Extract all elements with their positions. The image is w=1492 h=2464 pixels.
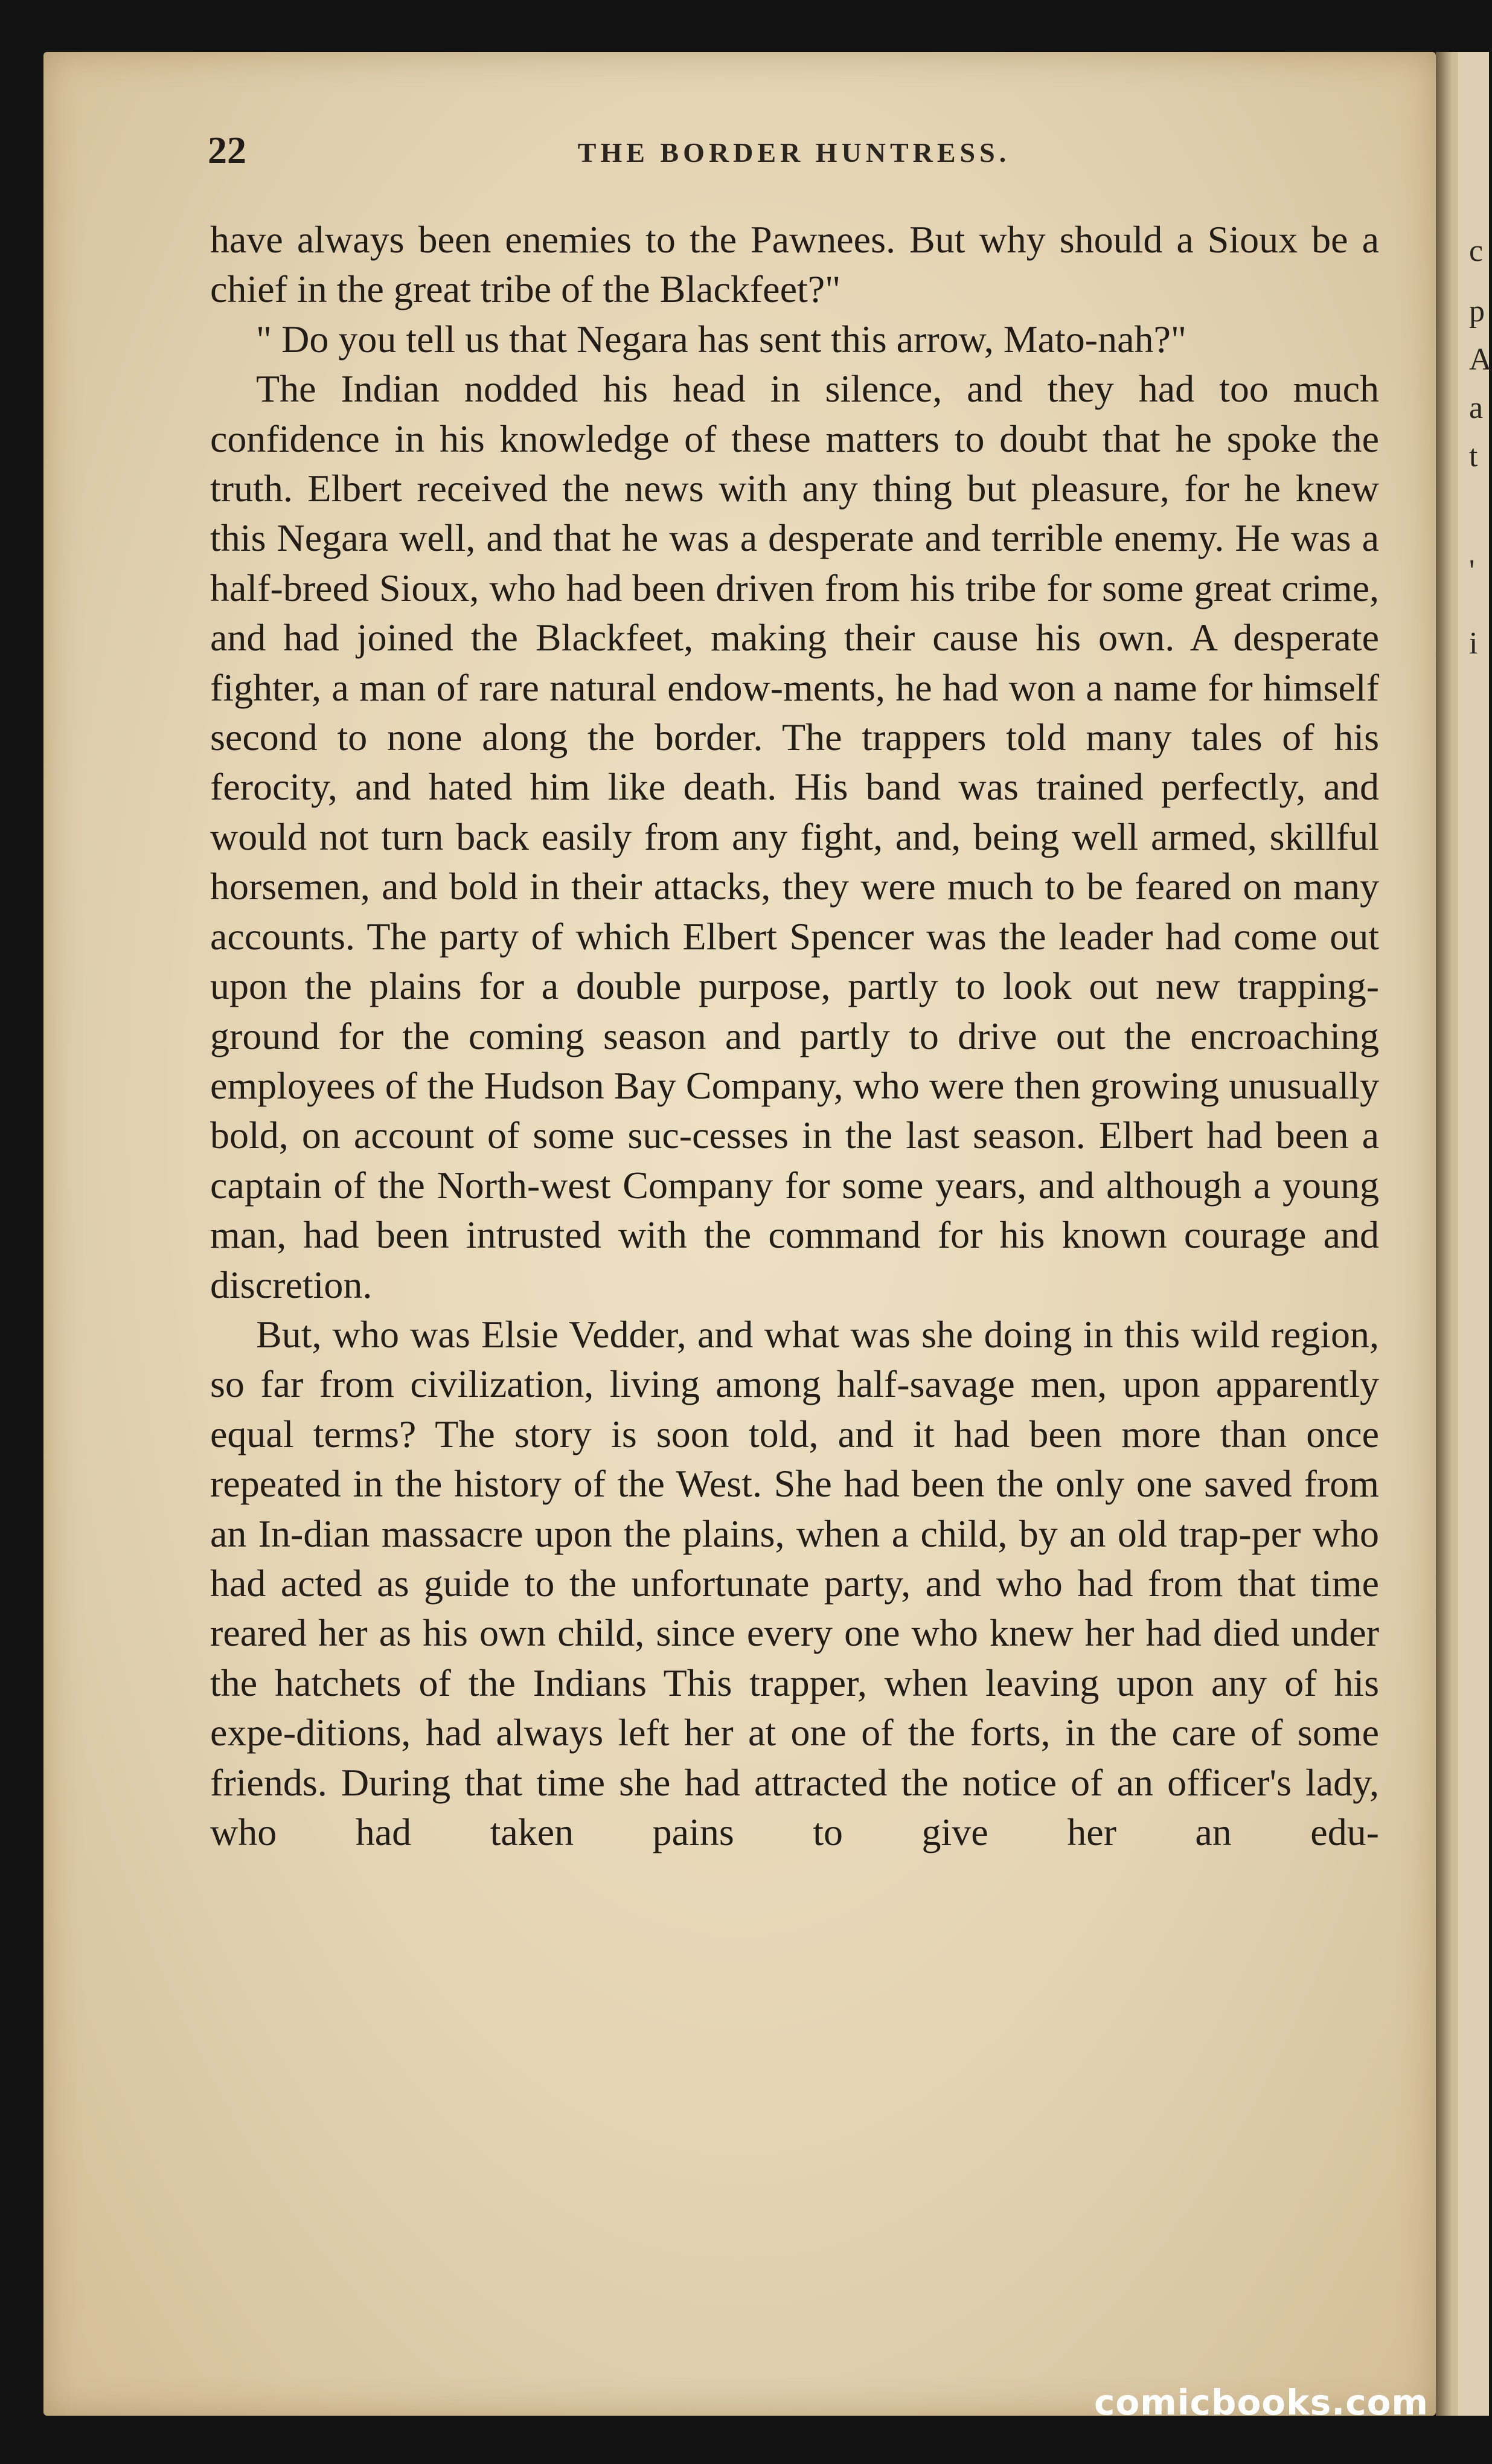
facing-page-letter: A (1469, 342, 1492, 377)
paragraph: But, who was Elsie Vedder, and what was she doing in this wild region, so far from civilization, living among half-savage men, upon apparently equal terms? The story is soon told, and it had been more than once repeated in the history of the West. She had been the only one saved from an In-dian massacre upon the plains, when a child, by an old trap-per who had acted as guide to the unfortunate party, and who had from that time reared her as his own child, since every one who knew her had died under the hatchets of the Indians This trapper, when leaving upon any of his expe-ditions, had always left her at one of the forts, in the care of some friends. During that time she had attracted the notice of an officer's lady, who had taken pains to give her an edu- (210, 1312, 1379, 1853)
paragraph: have always been enemies to the Pawnees. But why should a Sioux be a chief in the great tribe of the Blackfeet?" (210, 218, 1379, 311)
paragraph: The Indian nodded his head in silence, and they had too much confidence in his knowledge of these matters to doubt that he spoke the truth. Elbert received the news with any thing but pleasure, for he knew this Negara well, and that he was a desperate and terrible enemy. He was a half-breed Sioux, who had been driven from his tribe for some great crime, and had joined the Blackfeet, making their cause his own. A desperate fighter, a man of rare natural endow-ments, he had won a name for himself second to none along the border. The trappers told many tales of his ferocity, and hated him like death. His band was trained perfectly, and would not turn back easily from any fight, and, being well armed, skillful horsemen, and bold in their attacks, they were much to be feared on many accounts. The party of which Elbert Spencer was the leader had come out upon the plains for a double purpose, partly to look out new trapping-ground for the coming season and partly to drive out the encroaching employees of the Hudson Bay Company, who were then growing unusually bold, on account of some suc-cesses in the last season. Elbert had been a captain of the North-west Company for some years, and although a young man, had been intrusted with the command for his known courage and discretion. (210, 367, 1379, 1306)
facing-page-letter: t (1469, 439, 1478, 473)
facing-page-letter: a (1469, 391, 1484, 425)
page-number: 22 (208, 129, 246, 172)
facing-page-letter: i (1469, 626, 1478, 661)
facing-page-letter: p (1469, 294, 1485, 329)
facing-page-edge (1458, 52, 1492, 2416)
facing-page-letter: ' (1469, 554, 1475, 588)
running-head (208, 128, 1380, 170)
paragraph: " Do you tell us that Negara has sent this arrow, Mato-nah?" (256, 317, 1187, 361)
body-text (210, 215, 1379, 1857)
facing-page-letter: c (1469, 234, 1484, 268)
running-title: THE BORDER HUNTRESS. (577, 137, 1011, 168)
watermark-text: comicbooks.com (1094, 2382, 1429, 2423)
